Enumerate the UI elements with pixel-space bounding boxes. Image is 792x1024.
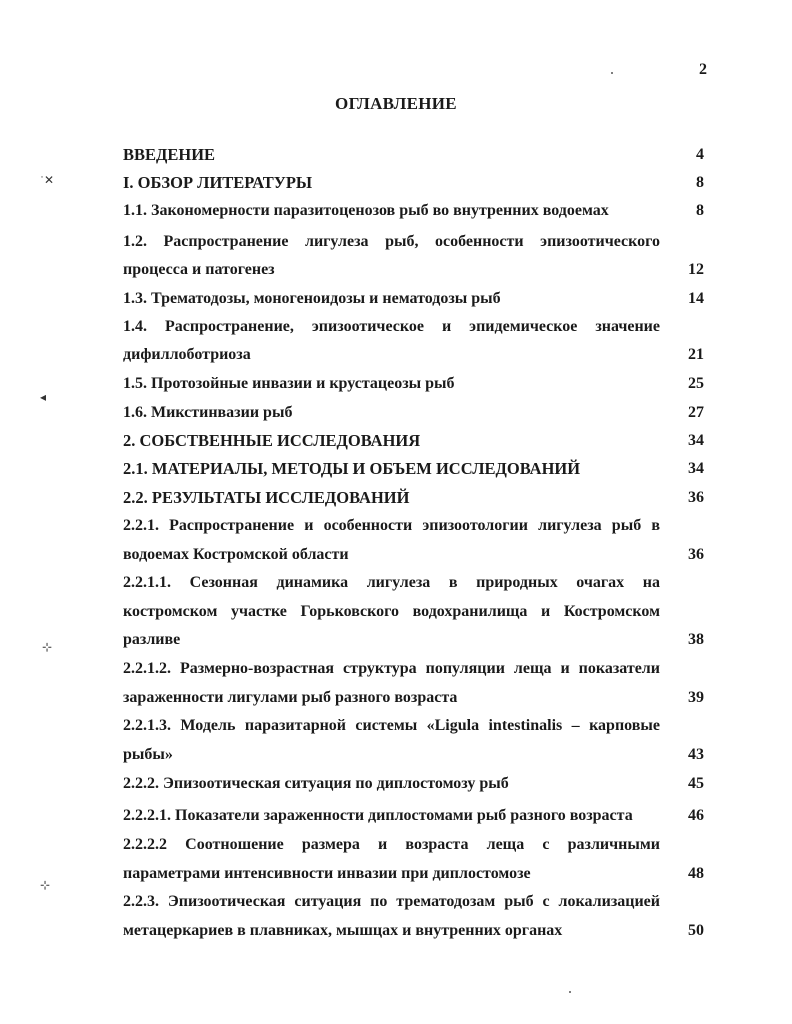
toc-entry-line: водоемах Костромской области xyxy=(123,546,349,563)
toc-page-number: 36 xyxy=(688,546,704,563)
toc-page-number: 4 xyxy=(696,146,704,163)
toc-entry-line: процесса и патогенез xyxy=(123,261,275,278)
toc-entry-line: 2.2.3. Эпизоотическая ситуация по трематодозам рыб с локализацией xyxy=(123,893,660,910)
toc-page-number: 48 xyxy=(688,865,704,882)
toc-entry-line: 1.6. Микстинвазии рыб xyxy=(123,404,293,421)
toc-entry-line: метацеркариев в плавниках, мышцах и внутренних органах xyxy=(123,922,563,939)
toc-title: ОГЛАВЛЕНИЕ xyxy=(335,94,457,113)
toc-entry-line: рыбы» xyxy=(123,746,173,763)
toc-page-number: 50 xyxy=(688,922,704,939)
toc-entry-line: 2.2. РЕЗУЛЬТАТЫ ИССЛЕДОВАНИЙ xyxy=(123,488,410,507)
scan-dot xyxy=(569,991,571,993)
scan-mark: ˙✕ xyxy=(40,173,55,187)
toc-entry-line: 2.1. МАТЕРИАЛЫ, МЕТОДЫ И ОБЪЕМ ИССЛЕДОВАНИЙ xyxy=(123,459,581,478)
toc-page-number: 12 xyxy=(688,261,704,278)
toc-page-number: 46 xyxy=(688,807,704,824)
scan-mark: ◂ xyxy=(40,390,47,404)
toc-page-number: 25 xyxy=(688,375,704,392)
toc-page-number: 45 xyxy=(688,775,704,792)
toc-entry-line: 2.2.1. Распространение и особенности эпизоотологии лигулеза рыб в xyxy=(123,517,660,534)
toc-entry-line: параметрами интенсивности инвазии при диплостомозе xyxy=(123,865,531,882)
toc-entry-line: I. ОБЗОР ЛИТЕРАТУРЫ xyxy=(123,173,313,192)
toc-entry-line: 2.2.2. Эпизоотическая ситуация по диплостомозу рыб xyxy=(123,775,509,792)
toc-entry-line: 1.4. Распространение, эпизоотическое и эпидемическое значение xyxy=(123,318,660,335)
toc-entry-line: костромском участке Горьковского водохранилища и Костромском xyxy=(123,603,660,620)
toc-page-number: 27 xyxy=(688,404,704,421)
scan-dot xyxy=(611,72,613,74)
toc-entry-line: 2. СОБСТВЕННЫЕ ИССЛЕДОВАНИЯ xyxy=(123,431,421,450)
toc-page-number: 38 xyxy=(688,631,704,648)
toc-page-number: 8 xyxy=(696,174,704,191)
toc-entry-line: 2.2.2.2 Соотношение размера и возраста леща с различными xyxy=(123,836,660,853)
scan-mark: ⊹ xyxy=(40,878,51,892)
toc-entry-line: дифиллоботриоза xyxy=(123,346,251,363)
toc-entry-line: 2.2.1.2. Размерно-возрастная структура популяции леща и показатели xyxy=(123,660,660,677)
toc-entry-line: 1.1. Закономерности паразитоценозов рыб во внутренних водоемах xyxy=(123,202,609,219)
toc-entry-line: 1.2. Распространение лигулеза рыб, особенности эпизоотического xyxy=(123,233,660,250)
toc-entry-line: 2.2.1.1. Сезонная динамика лигулеза в природных очагах на xyxy=(123,574,660,591)
toc-page-number: 34 xyxy=(688,460,704,477)
toc-entry-line: 2.2.2.1. Показатели зараженности диплостомами рыб разного возраста xyxy=(123,807,633,824)
toc-entry-line: ВВЕДЕНИЕ xyxy=(123,145,216,164)
toc-page-number: 43 xyxy=(688,746,704,763)
toc-entry-line: разливе xyxy=(123,631,181,648)
toc-entry-line: 2.2.1.3. Модель паразитарной системы «Ligula intestinalis – карповые xyxy=(123,717,660,734)
toc-page-number: 21 xyxy=(688,346,704,363)
scan-mark: ⊹ xyxy=(42,640,53,654)
toc-page-number: 39 xyxy=(688,689,704,706)
page-number: 2 xyxy=(699,61,707,78)
toc-page-number: 14 xyxy=(688,290,704,307)
toc-page-number: 34 xyxy=(688,432,704,449)
toc-entry-line: 1.3. Трематодозы, моногеноидозы и нематодозы рыб xyxy=(123,290,501,307)
toc-entry-line: 1.5. Протозойные инвазии и крустацеозы рыб xyxy=(123,375,455,392)
toc-entry-line: зараженности лигулами рыб разного возраста xyxy=(123,689,458,706)
toc-page-number: 8 xyxy=(696,202,704,219)
toc-page-number: 36 xyxy=(688,489,704,506)
